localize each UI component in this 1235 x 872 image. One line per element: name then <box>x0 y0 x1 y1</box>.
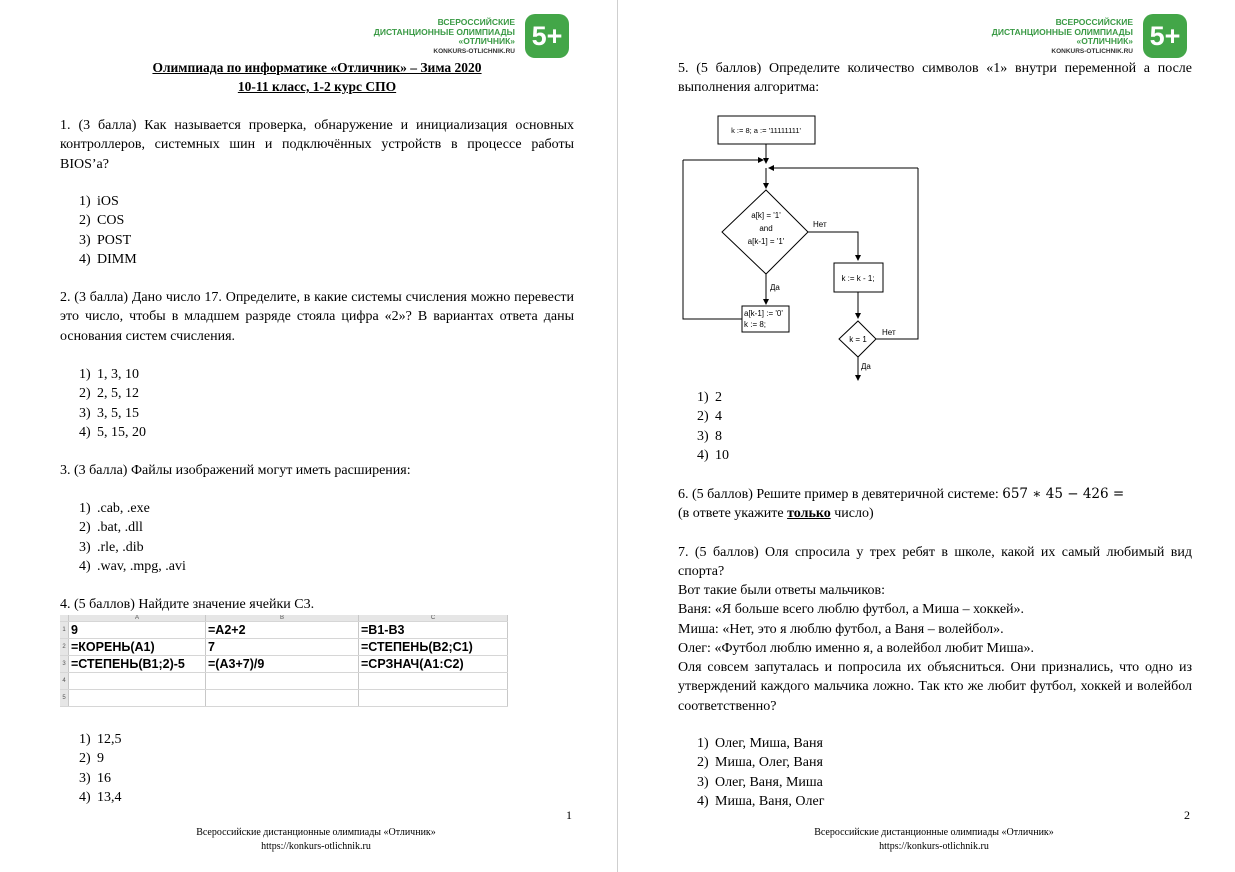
cell-c1: =B1-B3 <box>359 622 508 639</box>
option-text: Олег, Миша, Ваня <box>715 736 823 751</box>
spreadsheet <box>60 615 508 708</box>
cell-b4 <box>206 673 359 690</box>
yes-label-2: Да <box>861 362 871 371</box>
cell-a4 <box>69 673 206 690</box>
option-number: 4) <box>79 558 91 574</box>
question-2-options <box>79 365 146 442</box>
column-header: B <box>206 615 359 622</box>
option-number: 3) <box>79 232 91 248</box>
option-number: 4) <box>79 251 91 267</box>
option <box>697 753 824 772</box>
option-number: 1) <box>79 194 91 209</box>
logo-line-3: «ОТЛИЧНИК» <box>1076 36 1133 46</box>
question-4-options <box>79 730 122 807</box>
option <box>79 384 146 403</box>
option <box>79 423 146 442</box>
page-footer <box>734 826 1134 854</box>
option-number: 1) <box>697 736 709 751</box>
option-number: 2) <box>79 520 91 536</box>
spreadsheet-row <box>60 673 508 690</box>
olympiad-logo <box>987 14 1187 60</box>
option-number: 2) <box>697 409 709 425</box>
spreadsheet-table <box>60 615 508 707</box>
question-4-text: 4. (5 баллов) Найдите значение ячейки С3. <box>60 597 315 612</box>
logo-line-2: ДИСТАНЦИОННЫЕ ОЛИМПИАДЫ <box>991 26 1133 37</box>
cell-c4 <box>359 673 508 690</box>
option-text: Миша, Олег, Ваня <box>715 755 823 771</box>
cond2-label: k = 1 <box>849 335 867 344</box>
logo-line-1: ВСЕРОССИЙСКИЕ <box>437 17 515 27</box>
option-number: 3) <box>697 774 709 790</box>
cell-c3: =СРЗНАЧ(A1:C2) <box>359 656 508 673</box>
question-3-options <box>79 499 186 576</box>
question-6-note <box>678 504 1192 523</box>
option-number: 3) <box>79 770 91 786</box>
option <box>79 557 186 576</box>
page-title: Олимпиада по информатике «Отличник» – Зима 2020 <box>152 60 482 75</box>
olympiad-logo <box>369 14 569 60</box>
cell-c5 <box>359 690 508 707</box>
question-5-options <box>697 388 729 465</box>
option-number: 1) <box>79 367 91 382</box>
logo-url: KONKURS-OTLICHNIK.RU <box>433 47 515 55</box>
option-text: Олег, Ваня, Миша <box>715 774 823 790</box>
page-subtitle: 10-11 класс, 1-2 курс СПО <box>237 79 397 94</box>
option-number: 3) <box>697 428 709 444</box>
cell-a1: 9 <box>69 622 206 639</box>
page-footer <box>116 826 516 854</box>
column-header: C <box>359 615 508 622</box>
option-text: 1, 3, 10 <box>97 367 139 382</box>
question-7-text-2: Оля совсем запуталась и попросила их объясниться. Они признались, что одно из утверждений каждого мальчика ложно. Так кто же любит футбол, хоккей и волейбол соответственно? <box>678 660 1192 714</box>
question-7-text: 7. (5 баллов) Оля спросила у трех ребят в школе, какой их самый любимый вид спорта? <box>678 545 1192 580</box>
spreadsheet-row <box>60 639 508 656</box>
spreadsheet-row <box>60 690 508 707</box>
spreadsheet-row <box>60 622 508 639</box>
option <box>697 388 729 407</box>
option-number: 2) <box>79 213 91 229</box>
option-number: 1) <box>79 501 91 516</box>
option-text: COS <box>97 213 125 229</box>
row-number: 4 <box>60 673 69 690</box>
row-number: 1 <box>60 622 69 639</box>
option <box>79 365 146 384</box>
option-number: 2) <box>79 386 91 402</box>
option-text: 4 <box>715 409 722 425</box>
logo-text <box>992 18 1133 56</box>
spreadsheet-row <box>60 656 508 673</box>
cell-c2: =СТЕПЕНЬ(B2;C1) <box>359 639 508 656</box>
option <box>79 538 186 557</box>
option <box>697 446 729 465</box>
option-text: DIMM <box>97 251 137 267</box>
option <box>697 773 824 792</box>
cell-b1: =A2+2 <box>206 622 359 639</box>
logo-line-1: ВСЕРОССИЙСКИЕ <box>1055 17 1133 27</box>
footer-line-1: Всероссийские дистанционные олимпиады «Отличник» <box>814 827 1054 838</box>
page-number: 2 <box>1184 808 1190 822</box>
header-block <box>60 58 574 96</box>
cell-b5 <box>206 690 359 707</box>
logo-line-3: «ОТЛИЧНИК» <box>458 36 515 46</box>
option <box>697 734 824 753</box>
option-text: .bat, .dll <box>97 520 143 536</box>
question-5-text: 5. (5 баллов) Определите количество символов «1» внутри переменной а после выполнения алгоритма: <box>678 61 1192 96</box>
option-number: 4) <box>79 789 91 805</box>
question-6-text <box>678 485 1192 504</box>
cell-a3: =СТЕПЕНЬ(B1;2)-5 <box>69 656 206 673</box>
option <box>79 749 122 768</box>
assign-line-1: a[k-1] := '0' <box>744 309 783 318</box>
option <box>79 730 122 749</box>
option <box>79 250 137 269</box>
option <box>79 192 137 211</box>
option-number: 3) <box>79 539 91 555</box>
assign-line-2: k := 8; <box>744 320 767 329</box>
footer-link[interactable]: https://konkurs-otlichnik.ru <box>879 841 989 852</box>
option <box>79 404 146 423</box>
option-number: 1) <box>79 732 91 747</box>
question-6-expression: 657 ∗ 45 − 426 = <box>1002 486 1125 502</box>
option-text: .rle, .dib <box>97 539 144 555</box>
question-3-text: 3. (3 балла) Файлы изображений могут иметь расширения: <box>60 463 411 478</box>
option-text: 3, 5, 15 <box>97 405 139 421</box>
option <box>79 518 186 537</box>
option-text: 13,4 <box>97 789 122 805</box>
cell-a2: =КОРЕНЬ(A1) <box>69 639 206 656</box>
cell-b2: 7 <box>206 639 359 656</box>
option-text: 2, 5, 12 <box>97 386 139 402</box>
footer-link[interactable]: https://konkurs-otlichnik.ru <box>261 841 371 852</box>
question-1-text: 1. (3 балла) Как называется проверка, обнаружение и инициализация основных контроллеров, системных шин и подключённых устройств в процессе работы BIOS’а? <box>60 118 574 172</box>
decrement-label: k := k - 1; <box>841 274 875 283</box>
column-header: A <box>69 615 206 622</box>
logo-line-2: ДИСТАНЦИОННЫЕ ОЛИМПИАДЫ <box>373 26 515 37</box>
option <box>697 427 729 446</box>
cond1-line-2: and <box>759 224 773 233</box>
option-text: .cab, .exe <box>97 501 150 516</box>
option <box>697 407 729 426</box>
option-number: 3) <box>79 405 91 421</box>
note-emphasis: только <box>787 506 831 521</box>
option-text: 2 <box>715 390 722 405</box>
answer-misha: Миша: «Нет, это я люблю футбол, а Ваня – волейбол». <box>678 621 1004 637</box>
row-number: 2 <box>60 639 69 656</box>
option-number: 4) <box>697 793 709 809</box>
option-text: 5, 15, 20 <box>97 424 146 440</box>
option-text: iOS <box>97 194 119 209</box>
option-text: 12,5 <box>97 732 122 747</box>
logo-badge: 5+ <box>525 14 569 58</box>
cell-a5 <box>69 690 206 707</box>
question-1-options <box>79 192 137 269</box>
question-7-answers <box>678 581 1192 658</box>
note-suffix: число) <box>834 506 874 521</box>
logo-badge: 5+ <box>1143 14 1187 58</box>
question-6-prompt: 6. (5 баллов) Решите пример в девятеричной системе: <box>678 487 999 502</box>
question-2-text: 2. (3 балла) Дано число 17. Определите, в какие системы счисления можно перевести это число, чтобы в младшем разряде стояла цифра «2»? В вариантах ответа даны основания систем счисления. <box>60 290 574 344</box>
option-text: 8 <box>715 428 722 444</box>
option-text: 16 <box>97 770 111 786</box>
option-number: 4) <box>79 424 91 440</box>
option <box>79 211 137 230</box>
option-text: 10 <box>715 447 729 463</box>
option <box>79 769 122 788</box>
option-text: Миша, Ваня, Олег <box>715 793 825 809</box>
option-text: 9 <box>97 751 104 767</box>
answers-intro: Вот такие были ответы мальчиков: <box>678 583 886 598</box>
page-1 <box>0 0 617 872</box>
option <box>79 788 122 807</box>
option-number: 4) <box>697 447 709 463</box>
cond1-line-3: a[k-1] = '1' <box>747 237 785 246</box>
option-number: 2) <box>79 751 91 767</box>
no-label-1: Нет <box>813 220 827 229</box>
footer-line-1: Всероссийские дистанционные олимпиады «Отличник» <box>196 827 436 838</box>
option <box>79 231 137 250</box>
answer-vanya: Ваня: «Я больше всего люблю футбол, а Миша – хоккей». <box>678 602 1025 618</box>
yes-label-1: Да <box>770 283 780 292</box>
option <box>79 499 186 518</box>
page-2 <box>618 0 1235 872</box>
note-prefix: (в ответе укажите <box>678 506 784 521</box>
option <box>697 792 824 811</box>
row-number: 3 <box>60 656 69 673</box>
page-number: 1 <box>566 808 572 822</box>
no-label-2: Нет <box>882 328 896 337</box>
cond1-line-1: a[k] = '1' <box>751 211 781 220</box>
logo-text <box>374 18 515 56</box>
option-text: POST <box>97 232 132 248</box>
option-number: 2) <box>697 755 709 771</box>
init-label: k := 8; a := '11111111' <box>731 126 801 135</box>
answer-oleg: Олег: «Футбол люблю именно я, а волейбол любит Миша». <box>678 640 1034 656</box>
flowchart <box>678 108 928 388</box>
option-text: .wav, .mpg, .avi <box>97 558 186 574</box>
question-7-options <box>697 734 824 811</box>
cell-b3: =(A3+7)/9 <box>206 656 359 673</box>
row-number: 5 <box>60 690 69 707</box>
option-number: 1) <box>697 390 709 405</box>
logo-url: KONKURS-OTLICHNIK.RU <box>1051 47 1133 55</box>
